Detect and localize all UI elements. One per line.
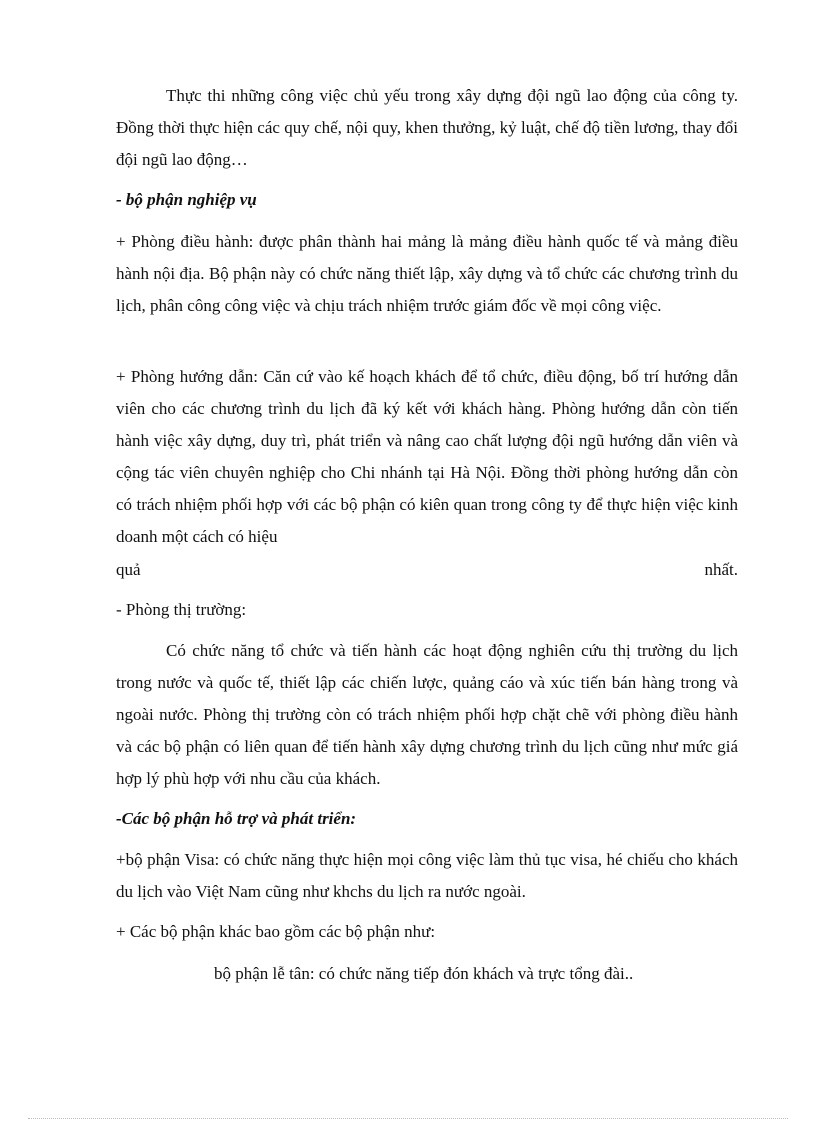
paragraph-workforce: Thực thi những công việc chủ yếu trong xây dựng đội ngũ lao động của công ty. Đồng thời thực hiện các quy chế, nội quy, khen thưởng, kỷ luật, chế độ tiền lương, thay đổi đội ngũ lao động… [116,86,738,169]
page-bottom-divider [28,1118,788,1119]
paragraph-reception: bộ phận lễ tân: có chức năng tiếp đón khách và trực tổng đài.. [214,964,634,983]
heading-business-department: - bộ phận nghiệp vụ [116,190,257,209]
last-line-right-word: nhất. [704,560,738,579]
paragraph-guide-room-last-line [116,554,738,586]
heading-support-departments: -Các bộ phận hỗ trợ và phát triển: [116,809,357,828]
heading-market-room: - Phòng thị trường: [116,600,247,619]
paragraph-guide-room: + Phòng hướng dẫn: Căn cứ vào kế hoạch khách để tổ chức, điều động, bố trí hướng dẫn viên cho các chương trình du lịch đã ký kết với khách hàng. Phòng hướng dẫn còn tiến hành việc xây dựng, duy trì, phát triển và nâng cao chất lượng đội ngũ hướng dẫn viên và cộng tác viên chuyên nghiệp cho Chi nhánh tại Hà Nội. Đồng thời phòng hướng dẫn còn có trách nhiệm phối hợp với các bộ phận có kiên quan trong công ty để thực hiện việc kinh doanh một cách có hiệu [116,367,738,546]
last-line-left-word: quả [116,560,141,579]
paragraph-visa-department: +bộ phận Visa: có chức năng thực hiện mọi công việc làm thủ tục visa, hé chiếu cho khách du lịch vào Việt Nam cũng như khchs du lịch ra nước ngoài. [116,850,738,901]
paragraph-market-room: Có chức năng tổ chức và tiến hành các hoạt động nghiên cứu thị trường du lịch trong nước và quốc tế, thiết lập các chiến lược, quảng cáo và xúc tiến bán hàng trong và ngoài nước. Phòng thị trường còn có trách nhiệm phối hợp chặt chẽ với phòng điều hành và các bộ phận có liên quan để tiến hành xây dựng chương trình du lịch cũng như mức giá hợp lý phù hợp với nhu cầu của khách. [116,641,738,788]
paragraph-other-departments: + Các bộ phận khác bao gồm các bộ phận như: [116,922,436,941]
paragraph-operations-room: + Phòng điều hành: được phân thành hai mảng là mảng điều hành quốc tế và mảng điều hành nội địa. Bộ phận này có chức năng thiết lập, xây dựng và tổ chức các chương trình du lịch, phân công công việc và chịu trách nhiệm trước giám đốc về mọi công việc. [116,232,738,315]
